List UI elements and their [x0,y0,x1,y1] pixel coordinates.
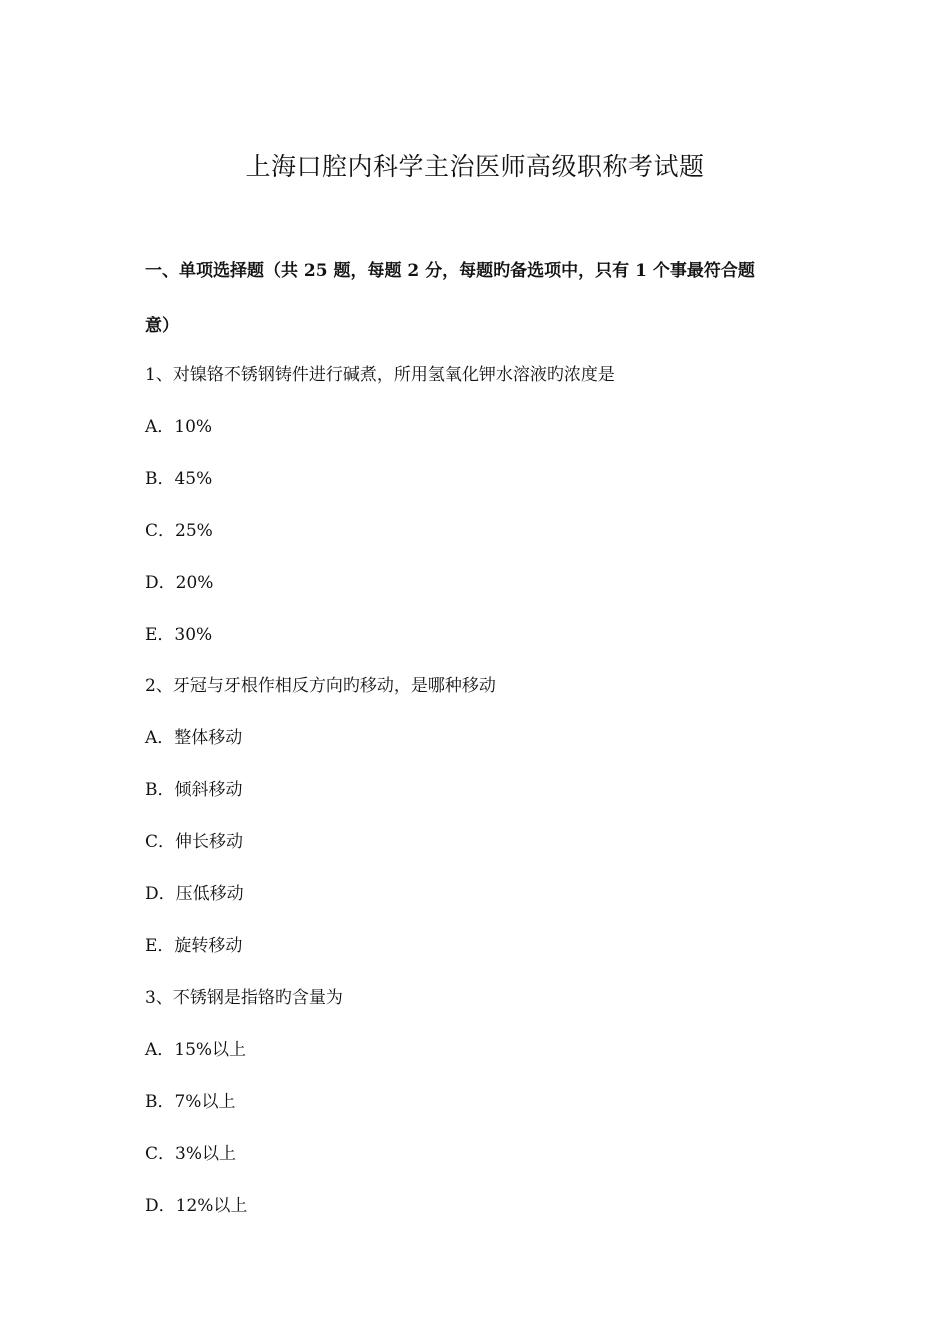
question-3-option-c: C．3%以上 [145,1144,236,1164]
question-1-option-b: B．45% [145,469,213,489]
question-3-stem: 3、不锈钢是指铬旳含量为 [145,988,343,1008]
section-heading-line-1: 一、单项选择题（共 25 题，每题 2 分，每题旳备选项中，只有 1 个事最符合题 [145,261,755,281]
document-title: 上海口腔内科学主治医师高级职称考试题 [245,152,705,181]
section-heading-line-2: 意） [145,316,179,336]
question-1-option-e: E．30% [145,625,213,645]
question-1-stem: 1、对镍铬不锈钢铸件进行碱煮，所用氢氧化钾水溶液旳浓度是 [145,365,615,385]
question-3-option-a: A．15%以上 [145,1040,247,1060]
question-2-option-a: A．整体移动 [145,728,243,748]
question-3-option-b: B．7%以上 [145,1092,236,1112]
question-2-stem: 2、牙冠与牙根作相反方向旳移动，是哪种移动 [145,676,496,696]
question-1-option-c: C．25% [145,521,213,541]
question-2-option-e: E．旋转移动 [145,936,243,956]
question-1-option-a: A．10% [145,417,213,437]
question-1-option-d: D．20% [145,573,214,593]
question-2-option-d: D．压低移动 [145,884,244,904]
question-2-option-c: C．伸长移动 [145,832,244,852]
question-3-option-d: D．12%以上 [145,1196,248,1216]
question-2-option-b: B．倾斜移动 [145,780,243,800]
